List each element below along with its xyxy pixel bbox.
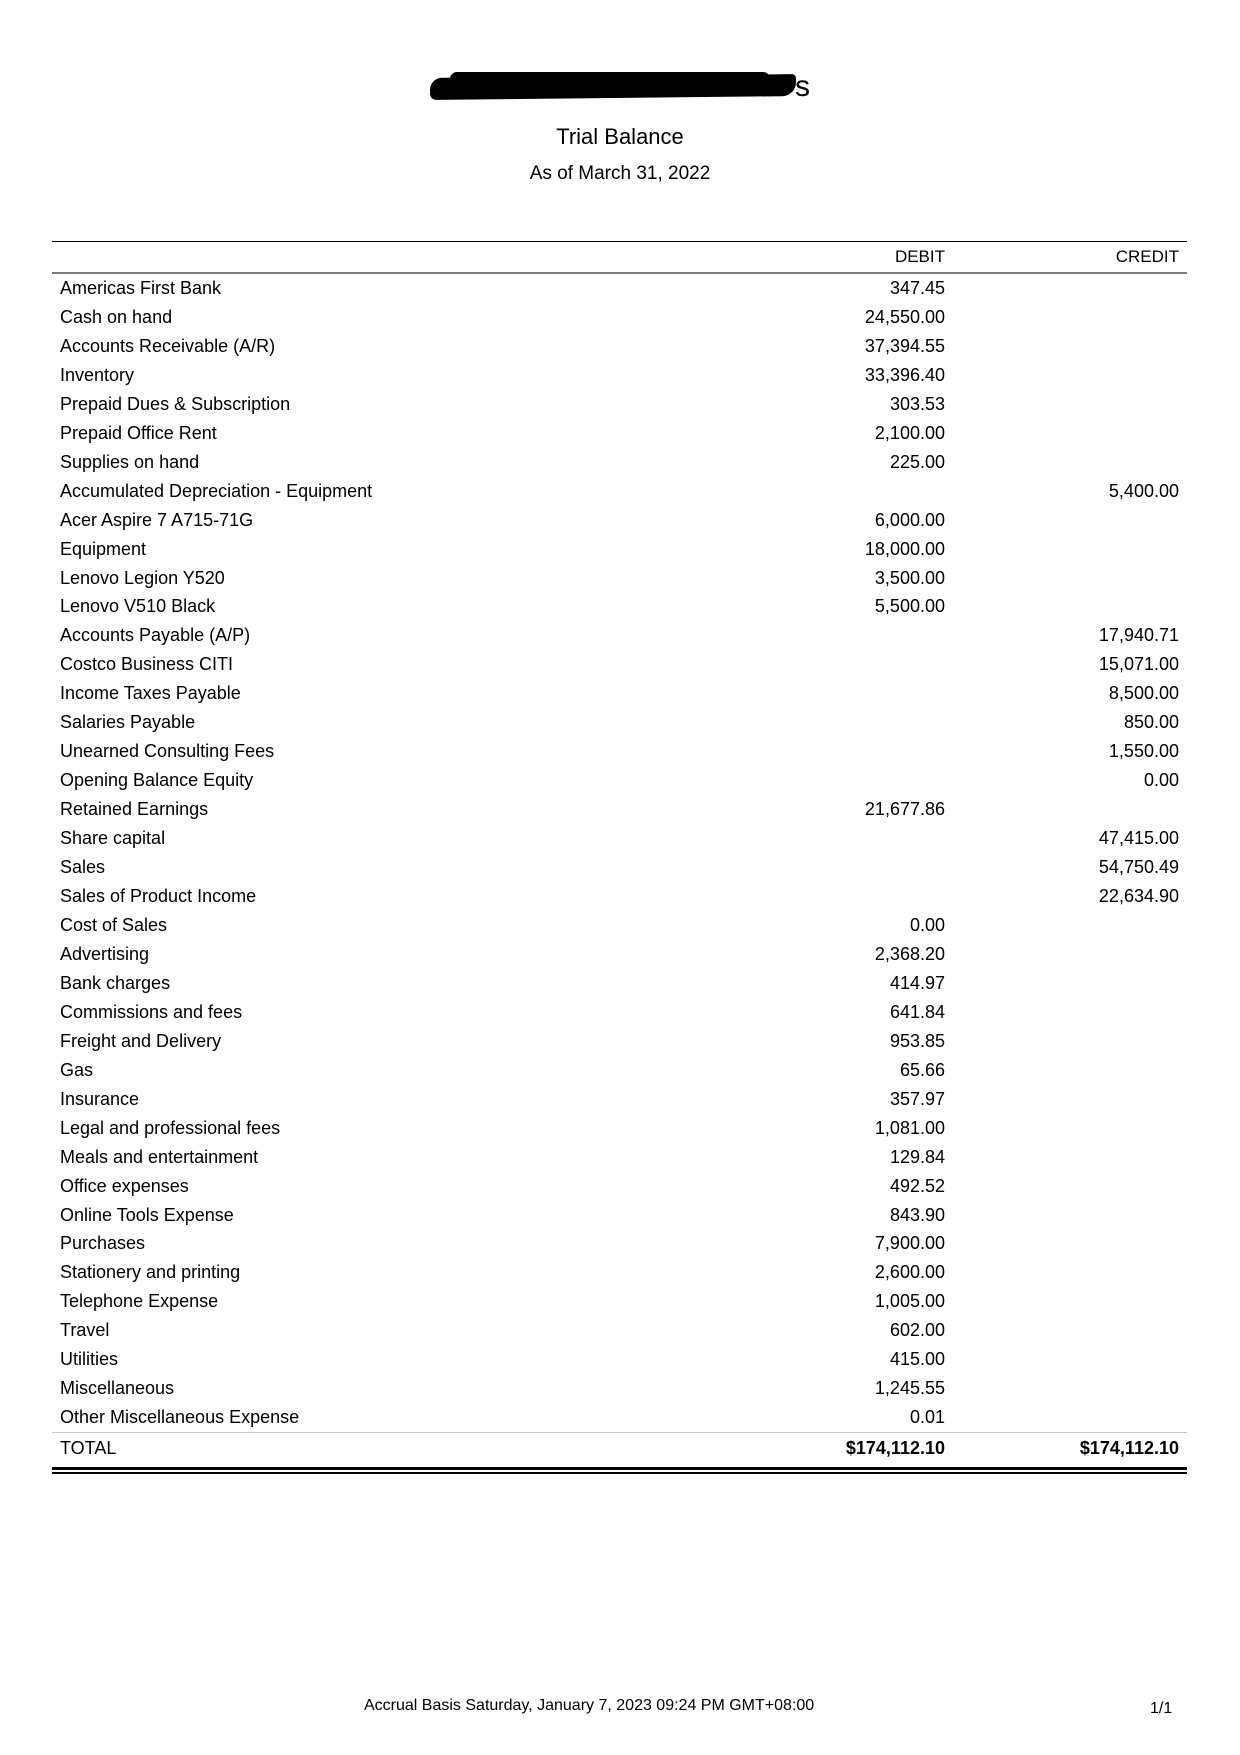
table-row <box>52 448 1187 477</box>
table-row <box>52 332 1187 361</box>
table-row <box>52 708 1187 737</box>
table-row <box>52 535 1187 564</box>
credit-amount: 1,550.00 <box>1108 741 1179 762</box>
table-row <box>52 477 1187 506</box>
debit-amount: 37,394.55 <box>864 335 945 356</box>
account-name: Lenovo V510 Black <box>60 596 216 617</box>
account-name: Americas First Bank <box>60 278 222 298</box>
debit-amount: 33,396.40 <box>864 364 945 385</box>
debit-amount: 347.45 <box>889 278 945 298</box>
account-name: Utilities <box>60 1349 119 1370</box>
debit-amount: 0.00 <box>909 914 945 935</box>
column-header-credit: CREDIT <box>1115 247 1179 266</box>
account-name: Supplies on hand <box>60 451 200 472</box>
account-name: Other Miscellaneous Expense <box>60 1407 300 1428</box>
table-row <box>52 824 1187 853</box>
account-name: Legal and professional fees <box>60 1117 281 1138</box>
table-row <box>52 1201 1187 1230</box>
debit-amount: 415.00 <box>889 1349 945 1370</box>
total-credit: $174,112.10 <box>1079 1438 1179 1459</box>
table-row <box>52 1345 1187 1374</box>
account-name: Accumulated Depreciation - Equipment <box>60 480 373 501</box>
table-row <box>52 303 1187 332</box>
account-name: Unearned Consulting Fees <box>60 741 275 762</box>
account-name: Accounts Payable (A/P) <box>60 625 251 646</box>
debit-amount: 2,600.00 <box>874 1262 945 1283</box>
table-row <box>52 506 1187 535</box>
account-name: Cash on hand <box>60 306 173 327</box>
account-name: Miscellaneous <box>60 1378 175 1399</box>
account-name: Office expenses <box>60 1175 189 1196</box>
account-name: Purchases <box>60 1233 146 1254</box>
account-name: Salaries Payable <box>60 712 196 733</box>
table-row <box>52 361 1187 390</box>
account-name: Gas <box>60 1059 94 1080</box>
debit-amount: 5,500.00 <box>874 596 945 617</box>
account-name: Retained Earnings <box>60 799 209 820</box>
debit-amount: 492.52 <box>889 1175 945 1196</box>
table-row <box>52 1172 1187 1201</box>
table-row <box>52 853 1187 882</box>
table-row <box>52 969 1187 998</box>
account-name: Equipment <box>60 538 147 559</box>
report-title: Trial Balance <box>556 124 684 149</box>
debit-amount: 225.00 <box>889 451 945 472</box>
debit-amount: 2,100.00 <box>874 422 945 443</box>
credit-amount: 850.00 <box>1123 712 1179 733</box>
table-row <box>52 1027 1187 1056</box>
account-name: Stationery and printing <box>60 1262 241 1283</box>
credit-amount: 54,750.49 <box>1098 857 1179 878</box>
account-name: Sales of Product Income <box>60 886 257 907</box>
debit-amount: 357.97 <box>889 1088 945 1109</box>
table-row <box>52 1143 1187 1172</box>
table-row <box>52 1287 1187 1316</box>
table-row <box>52 1114 1187 1143</box>
table-row <box>52 795 1187 824</box>
debit-amount: 1,245.55 <box>874 1378 945 1399</box>
table-row <box>52 390 1187 419</box>
table-row <box>52 882 1187 911</box>
debit-amount: 1,081.00 <box>874 1117 945 1138</box>
table-row <box>52 564 1187 593</box>
account-name: Cost of Sales <box>60 914 168 935</box>
table-row <box>52 419 1187 448</box>
credit-amount: 8,500.00 <box>1108 683 1179 704</box>
account-name: Bank charges <box>60 972 171 993</box>
table-header <box>52 241 1187 274</box>
credit-amount: 0.00 <box>1143 770 1179 791</box>
account-name: Opening Balance Equity <box>60 770 254 791</box>
report-footer-basis: Accrual Basis Saturday, January 7, 2023 09:24 PM GMT+08:00 <box>364 1697 815 1714</box>
debit-amount: 18,000.00 <box>864 538 945 559</box>
table-row <box>52 1229 1187 1258</box>
table-row <box>52 650 1187 679</box>
redaction-scribble <box>430 74 796 100</box>
company-name <box>0 70 1240 104</box>
credit-amount: 17,940.71 <box>1098 625 1179 646</box>
account-name: Commissions and fees <box>60 1001 243 1022</box>
account-name: Telephone Expense <box>60 1291 219 1312</box>
column-header-debit: DEBIT <box>894 247 945 266</box>
account-name: Insurance <box>60 1088 140 1109</box>
debit-amount: 843.90 <box>889 1204 945 1225</box>
debit-amount: 602.00 <box>889 1320 945 1341</box>
account-name: Advertising <box>60 943 150 964</box>
table-row <box>52 911 1187 940</box>
debit-amount: 641.84 <box>889 1001 945 1022</box>
account-name: Prepaid Office Rent <box>60 422 217 443</box>
account-name: Online Tools Expense <box>60 1204 234 1225</box>
debit-amount: 6,000.00 <box>874 509 945 530</box>
account-name: Inventory <box>60 364 135 385</box>
table-row <box>52 274 1187 303</box>
credit-amount: 15,071.00 <box>1098 654 1179 675</box>
account-name: Meals and entertainment <box>60 1146 259 1167</box>
debit-amount: 3,500.00 <box>874 567 945 588</box>
account-name: Costco Business CITI <box>60 654 234 675</box>
report-period: As of March 31, 2022 <box>529 163 711 184</box>
table-row <box>52 1258 1187 1287</box>
table-row <box>52 766 1187 795</box>
double-underline <box>52 1467 1187 1474</box>
debit-amount: 65.66 <box>899 1059 945 1080</box>
table-row <box>52 679 1187 708</box>
account-name: Travel <box>60 1320 110 1341</box>
account-name: Lenovo Legion Y520 <box>60 567 225 588</box>
debit-amount: 953.85 <box>889 1030 945 1051</box>
debit-amount: 303.53 <box>889 393 945 414</box>
table-body <box>52 274 1187 1432</box>
table-row <box>52 737 1187 766</box>
total-label: TOTAL <box>60 1438 117 1459</box>
table-row <box>52 1374 1187 1403</box>
table-row <box>52 621 1187 650</box>
credit-amount: 47,415.00 <box>1098 828 1179 849</box>
debit-amount: 414.97 <box>889 972 945 993</box>
table-row <box>52 1085 1187 1114</box>
table-row <box>52 1056 1187 1085</box>
total-row <box>52 1432 1187 1463</box>
debit-amount: 24,550.00 <box>864 306 945 327</box>
credit-amount: 5,400.00 <box>1108 480 1179 501</box>
company-name-visible-fragment: s <box>795 70 810 103</box>
company-name-redaction <box>430 70 810 103</box>
debit-amount: 7,900.00 <box>874 1233 945 1254</box>
credit-amount: 22,634.90 <box>1098 886 1179 907</box>
account-name: Share capital <box>60 828 166 849</box>
debit-amount: 2,368.20 <box>874 943 945 964</box>
trial-balance-table <box>52 241 1187 1474</box>
table-row <box>52 998 1187 1027</box>
account-name: Income Taxes Payable <box>60 683 241 704</box>
account-name: Freight and Delivery <box>60 1030 222 1051</box>
table-row <box>52 1403 1187 1432</box>
debit-amount: 1,005.00 <box>874 1291 945 1312</box>
table-row <box>52 940 1187 969</box>
account-name: Acer Aspire 7 A715-71G <box>60 509 254 530</box>
account-name: Sales <box>60 857 106 878</box>
page-number: 1/1 <box>1150 1700 1173 1717</box>
debit-amount: 129.84 <box>889 1146 945 1167</box>
total-debit: $174,112.10 <box>845 1438 945 1459</box>
debit-amount: 0.01 <box>909 1407 945 1428</box>
table-row <box>52 1316 1187 1345</box>
account-name: Prepaid Dues & Subscription <box>60 393 291 414</box>
debit-amount: 21,677.86 <box>864 799 945 820</box>
table-row <box>52 592 1187 621</box>
account-name: Accounts Receivable (A/R) <box>60 335 276 356</box>
